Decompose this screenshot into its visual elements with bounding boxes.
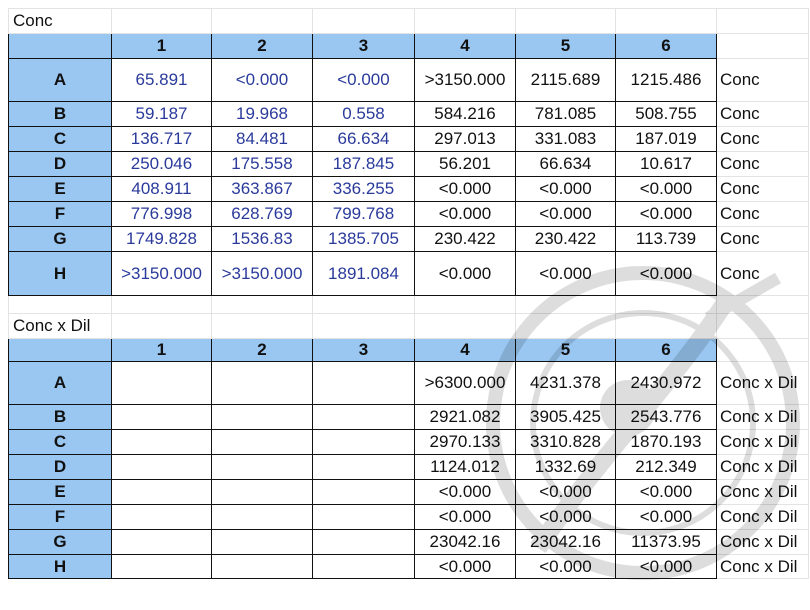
conc-row-header-B[interactable]: B: [9, 102, 112, 127]
conc-x-dil-cell[interactable]: [112, 362, 212, 405]
empty-cell[interactable]: [415, 9, 516, 34]
conc-x-dil-cell[interactable]: <0.000: [516, 480, 616, 505]
conc-cell[interactable]: 408.911: [112, 177, 212, 202]
conc-x-dil-cell[interactable]: 3310.828: [516, 430, 616, 455]
conc-cell[interactable]: 10.617: [616, 152, 717, 177]
conc-x-dil-cell[interactable]: 1124.012: [415, 455, 516, 480]
conc-cell[interactable]: 628.769: [212, 202, 313, 227]
empty-cell[interactable]: [717, 34, 809, 59]
conc-column-header-1[interactable]: 1: [112, 34, 212, 59]
spacer-row: [9, 296, 809, 314]
conc-cell[interactable]: 1891.084: [313, 252, 415, 296]
conc-cell[interactable]: <0.000: [516, 202, 616, 227]
table-row: [9, 505, 809, 530]
conc-x-dil-cell[interactable]: <0.000: [616, 555, 717, 579]
conc-cell[interactable]: 230.422: [415, 227, 516, 252]
empty-cell[interactable]: [415, 296, 516, 314]
conc-x-dil-row-header-D[interactable]: D: [9, 455, 112, 480]
conc-x-dil-cell[interactable]: 4231.378: [516, 362, 616, 405]
empty-cell[interactable]: [112, 9, 212, 34]
conc-x-dil-row-tag[interactable]: Conc x Dil: [717, 530, 809, 555]
spreadsheet-grid: [8, 8, 809, 579]
empty-cell[interactable]: [717, 296, 809, 314]
conc-x-dil-row-header-E[interactable]: E: [9, 480, 112, 505]
empty-cell[interactable]: [717, 314, 809, 339]
conc-cell[interactable]: 250.046: [112, 152, 212, 177]
conc-cell[interactable]: 84.481: [212, 127, 313, 152]
conc-cell[interactable]: <0.000: [313, 59, 415, 102]
conc-x-dil-title-row: [9, 314, 809, 339]
conc-x-dil-row-tag[interactable]: Conc x Dil: [717, 455, 809, 480]
conc-row-header-C[interactable]: C: [9, 127, 112, 152]
conc-x-dil-cell[interactable]: [112, 455, 212, 480]
table-row: [9, 252, 809, 296]
conc-cell[interactable]: 1749.828: [112, 227, 212, 252]
conc-x-dil-cell[interactable]: [112, 505, 212, 530]
conc-row-tag[interactable]: Conc: [717, 227, 809, 252]
empty-cell[interactable]: [717, 339, 809, 362]
conc-cell[interactable]: >3150.000: [415, 59, 516, 102]
conc-row-header-D[interactable]: D: [9, 152, 112, 177]
table-row: [9, 530, 809, 555]
conc-cell[interactable]: 781.085: [516, 102, 616, 127]
conc-x-dil-cell[interactable]: 23042.16: [516, 530, 616, 555]
empty-cell[interactable]: [516, 296, 616, 314]
conc-x-dil-cell[interactable]: [313, 430, 415, 455]
empty-cell[interactable]: [616, 9, 717, 34]
conc-header-row: [9, 34, 809, 59]
conc-x-dil-cell[interactable]: [212, 555, 313, 579]
conc-column-header-6[interactable]: 6: [616, 34, 717, 59]
conc-section-title[interactable]: Conc: [9, 9, 112, 34]
conc-row-tag[interactable]: Conc: [717, 102, 809, 127]
conc-cell[interactable]: 584.216: [415, 102, 516, 127]
empty-cell[interactable]: [313, 296, 415, 314]
conc-cell[interactable]: <0.000: [616, 202, 717, 227]
spreadsheet: [8, 8, 808, 608]
conc-x-dil-cell[interactable]: [313, 455, 415, 480]
conc-corner-cell[interactable]: [9, 34, 112, 59]
conc-cell[interactable]: 297.013: [415, 127, 516, 152]
conc-x-dil-row-tag[interactable]: Conc x Dil: [717, 505, 809, 530]
empty-cell[interactable]: [212, 9, 313, 34]
conc-row-header-F[interactable]: F: [9, 202, 112, 227]
conc-x-dil-row-tag[interactable]: Conc x Dil: [717, 555, 809, 579]
table-row: [9, 59, 809, 102]
conc-x-dil-cell[interactable]: [112, 530, 212, 555]
table-row: [9, 362, 809, 405]
conc-x-dil-row-header-H[interactable]: H: [9, 555, 112, 579]
conc-x-dil-cell[interactable]: [112, 480, 212, 505]
conc-x-dil-cell[interactable]: <0.000: [516, 505, 616, 530]
conc-cell[interactable]: <0.000: [415, 202, 516, 227]
conc-x-dil-row-header-F[interactable]: F: [9, 505, 112, 530]
conc-row-tag[interactable]: Conc: [717, 177, 809, 202]
conc-cell[interactable]: 508.755: [616, 102, 717, 127]
conc-cell[interactable]: <0.000: [415, 252, 516, 296]
empty-cell[interactable]: [415, 314, 516, 339]
conc-x-dil-corner-cell[interactable]: [9, 339, 112, 362]
conc-x-dil-column-header-4[interactable]: 4: [415, 339, 516, 362]
conc-x-dil-cell[interactable]: [313, 405, 415, 430]
conc-cell[interactable]: 187.845: [313, 152, 415, 177]
conc-x-dil-cell[interactable]: [212, 455, 313, 480]
table-row: [9, 480, 809, 505]
conc-cell[interactable]: <0.000: [516, 252, 616, 296]
conc-x-dil-cell[interactable]: [212, 405, 313, 430]
conc-column-header-4[interactable]: 4: [415, 34, 516, 59]
conc-cell[interactable]: 136.717: [112, 127, 212, 152]
conc-row-header-G[interactable]: G: [9, 227, 112, 252]
conc-x-dil-row-tag[interactable]: Conc x Dil: [717, 480, 809, 505]
conc-x-dil-cell[interactable]: 2543.776: [616, 405, 717, 430]
conc-cell[interactable]: 799.768: [313, 202, 415, 227]
conc-row-tag[interactable]: Conc: [717, 202, 809, 227]
conc-x-dil-cell[interactable]: [212, 480, 313, 505]
empty-cell[interactable]: [616, 296, 717, 314]
empty-cell[interactable]: [112, 314, 212, 339]
empty-cell[interactable]: [313, 9, 415, 34]
conc-cell[interactable]: <0.000: [212, 59, 313, 102]
conc-column-header-3[interactable]: 3: [313, 34, 415, 59]
conc-cell[interactable]: 66.634: [516, 152, 616, 177]
conc-x-dil-cell[interactable]: <0.000: [616, 505, 717, 530]
conc-x-dil-cell[interactable]: [313, 480, 415, 505]
conc-x-dil-cell[interactable]: 23042.16: [415, 530, 516, 555]
conc-x-dil-row-tag[interactable]: Conc x Dil: [717, 405, 809, 430]
conc-x-dil-column-header-3[interactable]: 3: [313, 339, 415, 362]
conc-row-tag[interactable]: Conc: [717, 152, 809, 177]
table-row: [9, 152, 809, 177]
conc-cell[interactable]: <0.000: [616, 177, 717, 202]
conc-x-dil-cell[interactable]: [313, 505, 415, 530]
conc-x-dil-cell[interactable]: [212, 362, 313, 405]
empty-cell[interactable]: [313, 314, 415, 339]
empty-cell[interactable]: [516, 9, 616, 34]
conc-cell[interactable]: 776.998: [112, 202, 212, 227]
conc-cell[interactable]: 175.558: [212, 152, 313, 177]
conc-x-dil-section-title[interactable]: Conc x Dil: [9, 314, 112, 339]
table-row: [9, 177, 809, 202]
empty-cell[interactable]: [212, 314, 313, 339]
conc-column-header-5[interactable]: 5: [516, 34, 616, 59]
conc-x-dil-cell[interactable]: 2970.133: [415, 430, 516, 455]
conc-cell[interactable]: 0.558: [313, 102, 415, 127]
conc-x-dil-row-header-C[interactable]: C: [9, 430, 112, 455]
conc-x-dil-cell[interactable]: <0.000: [415, 480, 516, 505]
conc-x-dil-column-header-6[interactable]: 6: [616, 339, 717, 362]
conc-cell[interactable]: 187.019: [616, 127, 717, 152]
conc-cell[interactable]: 2115.689: [516, 59, 616, 102]
conc-cell[interactable]: 331.083: [516, 127, 616, 152]
table-row: [9, 227, 809, 252]
conc-cell[interactable]: 56.201: [415, 152, 516, 177]
conc-x-dil-cell[interactable]: [112, 405, 212, 430]
conc-x-dil-row-header-G[interactable]: G: [9, 530, 112, 555]
empty-cell[interactable]: [9, 296, 112, 314]
conc-row-tag[interactable]: Conc: [717, 59, 809, 102]
empty-cell[interactable]: [112, 296, 212, 314]
empty-cell[interactable]: [717, 9, 809, 34]
conc-cell[interactable]: >3150.000: [212, 252, 313, 296]
conc-cell[interactable]: 1215.486: [616, 59, 717, 102]
conc-x-dil-cell[interactable]: 1870.193: [616, 430, 717, 455]
conc-x-dil-row-header-B[interactable]: B: [9, 405, 112, 430]
empty-cell[interactable]: [616, 314, 717, 339]
conc-x-dil-column-header-2[interactable]: 2: [212, 339, 313, 362]
conc-cell[interactable]: >3150.000: [112, 252, 212, 296]
conc-x-dil-cell[interactable]: [313, 530, 415, 555]
conc-x-dil-cell[interactable]: [313, 362, 415, 405]
conc-row-tag[interactable]: Conc: [717, 252, 809, 296]
conc-row-tag[interactable]: Conc: [717, 127, 809, 152]
empty-cell[interactable]: [212, 296, 313, 314]
conc-x-dil-cell[interactable]: <0.000: [415, 555, 516, 579]
conc-x-dil-cell[interactable]: 3905.425: [516, 405, 616, 430]
conc-x-dil-row-header-A[interactable]: A: [9, 362, 112, 405]
conc-x-dil-row-tag[interactable]: Conc x Dil: [717, 362, 809, 405]
conc-x-dil-cell[interactable]: 11373.95: [616, 530, 717, 555]
table-row: [9, 102, 809, 127]
conc-cell[interactable]: 336.255: [313, 177, 415, 202]
conc-x-dil-cell[interactable]: >6300.000: [415, 362, 516, 405]
conc-cell[interactable]: <0.000: [415, 177, 516, 202]
conc-x-dil-row-tag[interactable]: Conc x Dil: [717, 430, 809, 455]
empty-cell[interactable]: [516, 314, 616, 339]
table-row: [9, 202, 809, 227]
table-row: [9, 455, 809, 480]
conc-x-dil-cell[interactable]: 2430.972: [616, 362, 717, 405]
conc-cell[interactable]: 19.968: [212, 102, 313, 127]
conc-cell[interactable]: 1536.83: [212, 227, 313, 252]
conc-x-dil-header-row: [9, 339, 809, 362]
conc-x-dil-cell[interactable]: [313, 555, 415, 579]
conc-cell[interactable]: 65.891: [112, 59, 212, 102]
conc-x-dil-cell[interactable]: [112, 430, 212, 455]
conc-cell[interactable]: 66.634: [313, 127, 415, 152]
conc-row-header-E[interactable]: E: [9, 177, 112, 202]
table-row: [9, 405, 809, 430]
conc-row-header-H[interactable]: H: [9, 252, 112, 296]
conc-x-dil-cell[interactable]: [212, 530, 313, 555]
conc-x-dil-cell[interactable]: <0.000: [516, 555, 616, 579]
table-row: [9, 430, 809, 455]
conc-cell[interactable]: 59.187: [112, 102, 212, 127]
conc-x-dil-column-header-1[interactable]: 1: [112, 339, 212, 362]
conc-cell[interactable]: 363.867: [212, 177, 313, 202]
conc-x-dil-cell[interactable]: 2921.082: [415, 405, 516, 430]
conc-x-dil-cell[interactable]: <0.000: [415, 505, 516, 530]
conc-x-dil-cell[interactable]: [212, 430, 313, 455]
conc-row-header-A[interactable]: A: [9, 59, 112, 102]
conc-cell[interactable]: 230.422: [516, 227, 616, 252]
conc-x-dil-cell[interactable]: [212, 505, 313, 530]
conc-x-dil-cell[interactable]: <0.000: [616, 480, 717, 505]
conc-title-row: [9, 9, 809, 34]
table-row: [9, 555, 809, 579]
conc-cell[interactable]: 1385.705: [313, 227, 415, 252]
conc-x-dil-cell[interactable]: 212.349: [616, 455, 717, 480]
conc-column-header-2[interactable]: 2: [212, 34, 313, 59]
conc-cell[interactable]: <0.000: [516, 177, 616, 202]
conc-cell[interactable]: 113.739: [616, 227, 717, 252]
conc-x-dil-cell[interactable]: 1332.69: [516, 455, 616, 480]
table-row: [9, 127, 809, 152]
conc-x-dil-column-header-5[interactable]: 5: [516, 339, 616, 362]
conc-x-dil-cell[interactable]: [112, 555, 212, 579]
conc-cell[interactable]: <0.000: [616, 252, 717, 296]
